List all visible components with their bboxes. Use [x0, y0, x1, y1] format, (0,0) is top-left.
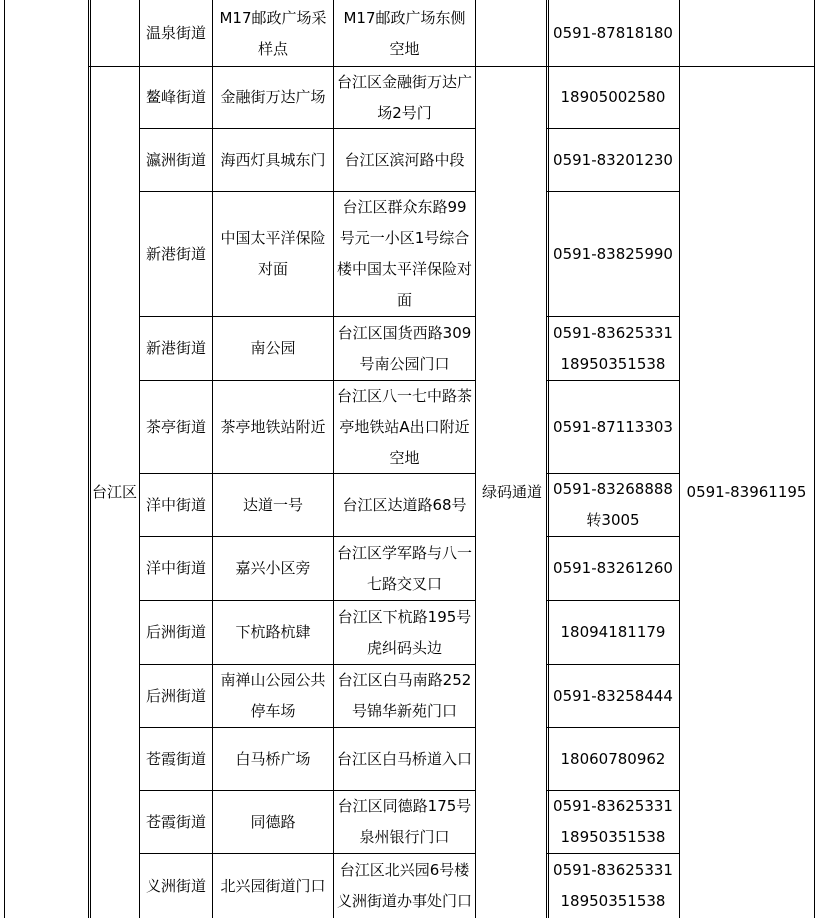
row-10-phone-cell — [548, 665, 678, 727]
grid-hline — [139, 316, 476, 317]
grid-vline — [139, 0, 140, 918]
phone-text: 18905002580 — [560, 88, 666, 106]
phone-text: 18094181179 — [560, 623, 666, 641]
grid-vline — [548, 0, 549, 918]
row-12-street-cell — [140, 791, 212, 853]
row-12-site-cell — [213, 791, 333, 853]
grid-hline — [139, 128, 476, 129]
row-11-phone-cell — [548, 728, 678, 790]
row-6-site-cell — [213, 381, 333, 473]
grid-hline — [139, 473, 476, 474]
street-text: 新港街道 — [145, 244, 206, 263]
site-text: 南禅山公园公共 停车场 — [220, 671, 326, 720]
grid-vline — [90, 0, 91, 918]
row-7-site-cell — [213, 474, 333, 536]
grid-hline — [546, 853, 680, 854]
phone-text: 0591-83261260 — [553, 559, 673, 577]
row-3-site-cell — [213, 129, 333, 191]
grid-hline — [139, 853, 476, 854]
row-10-street-cell — [140, 665, 212, 727]
street-text: 温泉街道 — [145, 24, 206, 42]
row-13-phone-cell — [548, 854, 678, 918]
street-text: 新港街道 — [145, 339, 206, 357]
row-13-address-cell — [334, 854, 475, 918]
street-text: 义洲街道 — [145, 876, 206, 895]
row-7-street-cell — [140, 474, 212, 536]
grid-hline — [546, 600, 680, 601]
street-text: 鳌峰街道 — [145, 88, 206, 106]
phone-text: 0591-83268888 转3005 — [553, 480, 673, 529]
hotline-cell — [679, 67, 814, 918]
site-text: 达道一号 — [242, 495, 303, 514]
grid-vline — [679, 0, 680, 918]
district-hotline: 0591-83961195 — [686, 483, 807, 501]
phone-text: 0591-83625331 18950351538 — [553, 861, 673, 910]
phone-text: 18060780962 — [560, 749, 666, 768]
site-text: 南公园 — [250, 339, 296, 357]
address-text: 台江区滨河路中段 — [344, 150, 465, 169]
site-text: 金融街万达广场 — [220, 88, 326, 106]
row-2-address-cell — [334, 67, 475, 128]
street-text: 后洲街道 — [145, 623, 206, 641]
row-5-phone-cell — [548, 317, 678, 380]
address-text: 台江区达道路68号 — [342, 495, 467, 514]
grid-vline — [546, 0, 547, 918]
phone-text: 0591-83825990 — [553, 244, 673, 263]
grid-hline — [139, 664, 476, 665]
street-text: 苍霞街道 — [145, 749, 206, 768]
street-text: 后洲街道 — [145, 686, 206, 705]
grid-hline — [546, 473, 680, 474]
district-name: 台江区 — [91, 483, 137, 501]
row-5-address-cell — [334, 317, 475, 380]
row-2-street-cell — [140, 67, 212, 128]
row-7-address-cell — [334, 474, 475, 536]
grid-hline — [546, 316, 680, 317]
site-text: 嘉兴小区旁 — [235, 559, 311, 577]
row-3-phone-cell — [548, 129, 678, 191]
site-text: 中国太平洋保险 对面 — [220, 229, 326, 278]
row-9-site-cell — [213, 601, 333, 664]
site-text: M17邮政广场采 样点 — [219, 8, 327, 58]
address-text: 台江区群众东路99 号元一小区1号综合 楼中国太平洋保险对 面 — [336, 198, 472, 309]
row-8-address-cell — [334, 537, 475, 600]
phone-text: 0591-83258444 — [553, 686, 673, 705]
address-text: 台江区八一七中路茶 亭地铁站A出口附近 空地 — [336, 386, 472, 467]
row-5-site-cell — [213, 317, 333, 380]
row-11-site-cell — [213, 728, 333, 790]
grid-vline — [814, 0, 815, 918]
grid-vline — [212, 0, 213, 918]
district-cell — [90, 67, 139, 918]
row-2-site-cell — [213, 67, 333, 128]
street-text: 茶亭街道 — [145, 417, 206, 436]
grid-vline — [4, 0, 5, 918]
site-text: 下杭路杭肆 — [235, 623, 311, 641]
grid-hline — [546, 790, 680, 791]
site-text: 同德路 — [250, 812, 296, 831]
row-9-street-cell — [140, 601, 212, 664]
channel-cell — [476, 67, 548, 918]
channel-type: 绿码通道 — [481, 483, 542, 501]
grid-hline — [139, 191, 476, 192]
row-8-phone-cell — [548, 537, 678, 600]
grid-hline — [88, 66, 815, 67]
row-1-address-cell — [334, 1, 475, 66]
row-12-phone-cell — [548, 791, 678, 853]
row-5-street-cell — [140, 317, 212, 380]
grid-hline — [139, 727, 476, 728]
row-13-street-cell — [140, 854, 212, 918]
site-text: 北兴园街道门口 — [220, 876, 326, 895]
row-11-street-cell — [140, 728, 212, 790]
row-8-street-cell — [140, 537, 212, 600]
grid-vline — [88, 0, 89, 918]
address-text: 台江区国货西路309 号南公园门口 — [337, 323, 472, 373]
grid-hline — [139, 380, 476, 381]
row-13-site-cell — [213, 854, 333, 918]
grid-hline — [546, 191, 680, 192]
address-text: 台江区北兴园6号楼 义洲街道办事处门口 — [336, 861, 472, 910]
phone-text: 0591-87818180 — [553, 24, 673, 42]
grid-hline — [139, 790, 476, 791]
row-1-site-cell — [213, 1, 333, 66]
row-8-site-cell — [213, 537, 333, 600]
grid-hline — [546, 727, 680, 728]
row-6-phone-cell — [548, 381, 678, 473]
row-3-address-cell — [334, 129, 475, 191]
phone-text: 0591-83625331 18950351538 — [553, 797, 673, 846]
street-text: 苍霞街道 — [145, 812, 206, 831]
row-4-phone-cell — [548, 192, 678, 316]
row-10-address-cell — [334, 665, 475, 727]
phone-text: 0591-83201230 — [553, 150, 673, 169]
phone-text: 0591-87113303 — [553, 417, 673, 436]
grid-vline — [475, 0, 476, 918]
row-4-street-cell — [140, 192, 212, 316]
row-1-phone-cell — [548, 1, 678, 66]
row-9-phone-cell — [548, 601, 678, 664]
site-text: 白马桥广场 — [235, 749, 311, 768]
street-text: 瀛洲街道 — [145, 150, 206, 169]
row-2-phone-cell — [548, 67, 678, 128]
grid-hline — [546, 128, 680, 129]
row-6-street-cell — [140, 381, 212, 473]
address-text: 台江区白马桥道入口 — [336, 749, 472, 768]
grid-hline — [546, 536, 680, 537]
address-text: 台江区金融街万达广 场2号门 — [336, 72, 472, 122]
row-6-address-cell — [334, 381, 475, 473]
site-text: 海西灯具城东门 — [220, 150, 326, 169]
row-10-site-cell — [213, 665, 333, 727]
grid-vline — [333, 0, 334, 918]
address-text: 台江区下杭路195号 虎纠码头边 — [337, 607, 472, 657]
row-11-address-cell — [334, 728, 475, 790]
row-1-street-cell — [140, 1, 212, 66]
row-7-phone-cell — [548, 474, 678, 536]
row-9-address-cell — [334, 601, 475, 664]
row-12-address-cell — [334, 791, 475, 853]
grid-hline — [546, 664, 680, 665]
row-3-street-cell — [140, 129, 212, 191]
address-text: 台江区白马南路252 号锦华新苑门口 — [337, 671, 472, 720]
address-text: 台江区同德路175号 泉州银行门口 — [337, 797, 472, 846]
grid-hline — [139, 536, 476, 537]
grid-hline — [139, 600, 476, 601]
row-4-site-cell — [213, 192, 333, 316]
street-text: 洋中街道 — [145, 559, 206, 577]
address-text: M17邮政广场东侧 空地 — [343, 8, 466, 58]
site-text: 茶亭地铁站附近 — [220, 417, 326, 436]
address-text: 台江区学军路与八一 七路交叉口 — [336, 543, 472, 593]
grid-hline — [546, 380, 680, 381]
street-text: 洋中街道 — [145, 495, 206, 514]
phone-text: 0591-83625331 18950351538 — [553, 323, 673, 373]
row-4-address-cell — [334, 192, 475, 316]
